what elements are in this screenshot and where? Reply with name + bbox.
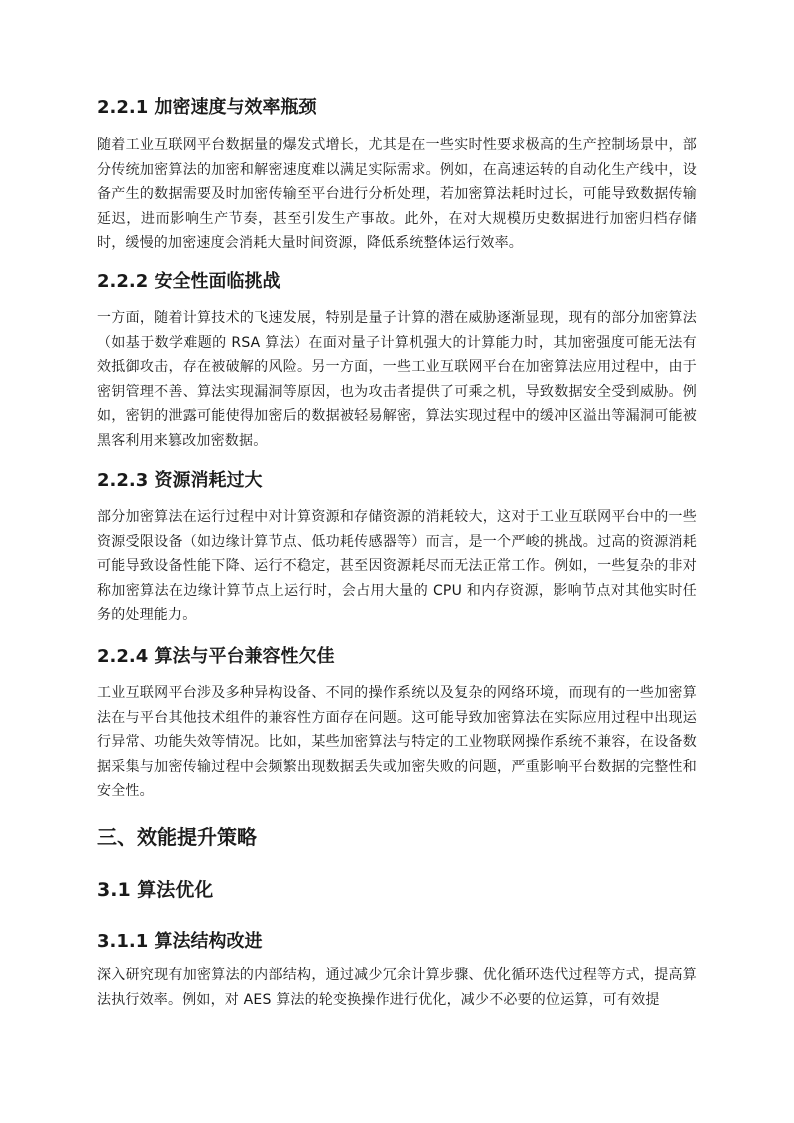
section-heading: 2.2.4 算法与平台兼容性欠佳 [97, 646, 335, 667]
paragraph: 部分加密算法在运行过程中对计算资源和存储资源的消耗较大，这对于工业互联网平台中的一些资源受限设备（如边缘计算节点、低功耗传感器等）而言，是一个严峻的挑战。过高的资源消耗可能导致设备性能下降、运行不稳定，甚至因资源耗尽而无法正常工作。例如，一些复杂的非对称加密算法在边缘计算节点上运行时，会占用大量的 CPU 和内存资源，影响节点对其他实时任务的处理能力。 [97, 509, 697, 623]
chapter-heading: 三、效能提升策略 [97, 825, 257, 849]
section-heading: 2.2.1 加密速度与效率瓶颈 [97, 97, 317, 118]
section-2-2-1 [97, 96, 697, 120]
section-3-1 [97, 877, 697, 903]
section-2-2-4-body [97, 681, 697, 804]
section-2-2-1-body [97, 133, 697, 256]
section-heading: 2.2.3 资源消耗过大 [97, 470, 263, 491]
section-3-1-1 [97, 930, 697, 954]
section-heading: 3.1.1 算法结构改进 [97, 931, 263, 952]
section-2-2-3 [97, 469, 697, 493]
section-2-2-2 [97, 270, 697, 294]
section-2-2-4 [97, 645, 697, 669]
paragraph: 工业互联网平台涉及多种异构设备、不同的操作系统以及复杂的网络环境，而现有的一些加密算法在与平台其他技术组件的兼容性方面存在问题。这可能导致加密算法在实际应用过程中出现运行异常、功能失效等情况。比如，某些加密算法与特定的工业物联网操作系统不兼容，在设备数据采集与加密传输过程中会频繁出现数据丢失或加密失败的问题，严重影响平台数据的完整性和安全性。 [97, 685, 697, 799]
subsection-heading: 3.1 算法优化 [97, 879, 214, 901]
section-heading: 2.2.2 安全性面临挑战 [97, 271, 281, 292]
paragraph: 随着工业互联网平台数据量的爆发式增长，尤其是在一些实时性要求极高的生产控制场景中，部分传统加密算法的加密和解密速度难以满足实际需求。例如，在高速运转的自动化生产线中，设备产生的数据需要及时加密传输至平台进行分析处理，若加密算法耗时过长，可能导致数据传输延迟，进而影响生产节奏，甚至引发生产事故。此外，在对大规模历史数据进行加密归档存储时，缓慢的加密速度会消耗大量时间资源，降低系统整体运行效率。 [97, 137, 697, 251]
chapter-3 [97, 823, 697, 851]
section-2-2-3-body [97, 505, 697, 628]
paragraph: 一方面，随着计算技术的飞速发展，特别是量子计算的潜在威胁逐渐显现，现有的部分加密算法（如基于数学难题的 RSA 算法）在面对量子计算机强大的计算能力时，其加密强度可能无法有效抵御攻击，存在被破解的风险。另一方面，一些工业互联网平台在加密算法应用过程中，由于密钥管理不善、算法实现漏洞等原因，也为攻击者提供了可乘之机，导致数据安全受到威胁。例如，密钥的泄露可能使得加密后的数据被轻易解密，算法实现过程中的缓冲区溢出等漏洞可能被黑客利用来篡改加密数据。 [97, 310, 697, 449]
section-3-1-1-body [97, 963, 697, 1012]
section-2-2-2-body [97, 306, 697, 453]
paragraph: 深入研究现有加密算法的内部结构，通过减少冗余计算步骤、优化循环迭代过程等方式，提高算法执行效率。例如，对 AES 算法的轮变换操作进行优化，减少不必要的位运算，可有效提 [97, 967, 697, 1008]
